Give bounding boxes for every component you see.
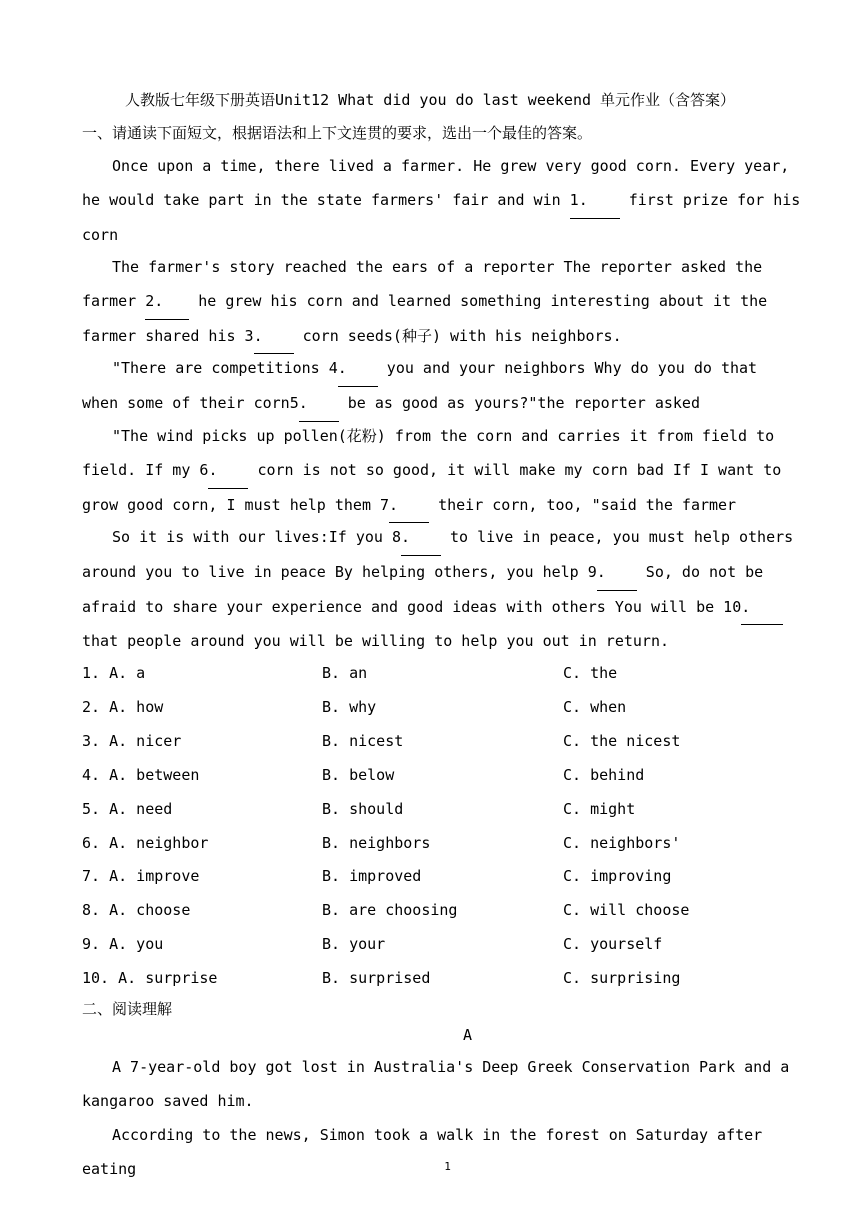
question-row (82, 834, 802, 868)
option-c: C. neighbors' (563, 834, 681, 852)
option-c: C. behind (563, 766, 645, 784)
option-b: B. surprised (322, 969, 431, 987)
option-c: C. the (563, 664, 618, 682)
blank-3: . (254, 320, 294, 355)
option-a: 2. A. how (82, 698, 164, 716)
cloze-paragraph-1: Once upon a time, there lived a farmer. He grew very good corn. Every year, he would take part in the state farmers' fair and win 1. first prize for his corn (82, 157, 801, 244)
question-row (82, 969, 802, 1003)
cloze-paragraph-4: "The wind picks up pollen(花粉) from the corn and carries it from field to field. If my 6. corn is not so good, it will make my corn bad If I want to grow good corn, I must help them 7. their corn, too, "said the farmer (82, 420, 802, 523)
question-row (82, 800, 802, 834)
cloze-paragraph-2: The farmer's story reached the ears of a reporter The reporter asked the farmer 2. he grew his corn and learned something interesting about it the farmer shared his 3. corn seeds(种子) with his neighbors. (82, 251, 802, 354)
section-2-heading: 二、阅读理解 (82, 1000, 173, 1018)
option-c: C. will choose (563, 901, 690, 919)
section-1-heading: 一、请通读下面短文，根据语法和上下文连贯的要求，选出一个最佳的答案。 (82, 124, 593, 142)
blank-2: 2. (145, 285, 189, 320)
question-row (82, 664, 802, 698)
option-c: C. when (563, 698, 627, 716)
option-c: C. might (563, 800, 636, 818)
reading-paragraph-2: According to the news, Simon took a walk in the forest on Saturday after eating (82, 1126, 763, 1178)
option-c: C. surprising (563, 969, 681, 987)
option-a: 6. A. neighbor (82, 834, 209, 852)
option-c: C. yourself (563, 935, 663, 953)
option-b: B. nicest (322, 732, 404, 750)
option-b: B. should (322, 800, 404, 818)
option-b: B. are choosing (322, 901, 458, 919)
option-b: B. your (322, 935, 386, 953)
option-b: B. improved (322, 867, 422, 885)
option-a: 9. A. you (82, 935, 164, 953)
cloze-paragraph-3: "There are competitions 4. you and your neighbors Why do you do that when some of their corn5. be as good as yours?"the reporter asked (82, 352, 802, 422)
question-row (82, 935, 802, 969)
question-row (82, 766, 802, 800)
option-c: C. improving (563, 867, 672, 885)
option-b: B. an (322, 664, 368, 682)
option-a: 7. A. improve (82, 867, 200, 885)
question-row (82, 698, 802, 732)
blank-7: . (389, 489, 429, 524)
cloze-paragraph-5: So it is with our lives:If you 8. to live in peace, you must help others around you to live in peace By helping others, you help 9. So, do not be afraid to share your experience and good ideas with others You will be 10. that people around you will be willing to help you out in return. (82, 521, 802, 659)
question-row (82, 867, 802, 901)
option-c: C. the nicest (563, 732, 681, 750)
option-a: 4. A. between (82, 766, 200, 784)
blank-6: . (208, 454, 248, 489)
blank-4: . (338, 352, 378, 387)
option-a: 1. A. a (82, 664, 146, 682)
option-b: B. below (322, 766, 395, 784)
blank-5: . (299, 387, 339, 422)
passage-label: A (462, 1026, 473, 1044)
option-b: B. why (322, 698, 377, 716)
blank-8: . (401, 521, 441, 556)
option-b: B. neighbors (322, 834, 431, 852)
blank-10: . (741, 591, 783, 626)
option-a: 8. A. choose (82, 901, 191, 919)
blank-1: 1. (570, 184, 620, 219)
page-number: 1 (444, 1160, 451, 1173)
reading-paragraph-1: A 7-year-old boy got lost in Australia's Deep Greek Conservation Park and a kangaroo saved him. (82, 1058, 790, 1110)
question-row (82, 732, 802, 766)
page-title: 人教版七年级下册英语Unit12 What did you do last weekend 单元作业（含答案） (124, 91, 736, 109)
blank-9: . (597, 556, 637, 591)
option-a: 5. A. need (82, 800, 173, 818)
question-row (82, 901, 802, 935)
option-a: 10. A. surprise (82, 969, 218, 987)
option-a: 3. A. nicer (82, 732, 182, 750)
